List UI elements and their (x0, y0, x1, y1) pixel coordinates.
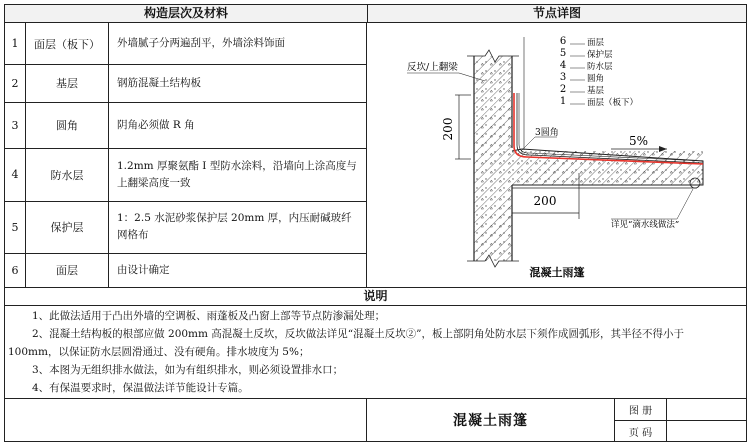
note-line: 2、混凝土结构板的根部应做 200mm 高混凝土反坎，反坎做法详见“混凝土反坎②”，板上部阴角处防水层下须作成圆弧形，其半径不得小于 (32, 328, 685, 340)
layer-name: 防水层 (50, 168, 84, 182)
layer-desc: 外墙腻子分两遍刮平，外墙涂料饰面 (117, 37, 285, 49)
dim-200-vertical: 200 (441, 117, 455, 141)
callout-name: 圆角 (587, 74, 605, 84)
layer-no: 3 (11, 118, 19, 132)
titleblock-title: 混凝土雨篷 (453, 413, 528, 429)
layer-desc: 钢筋混凝土结构板 (117, 76, 201, 89)
round-corner-label: 3圆角 (535, 128, 559, 138)
callout-num: 5 (559, 48, 567, 59)
materials-header: 构造层次及材料 (5, 5, 367, 23)
note-line: 1、此做法适用于凸出外墙的空调板、雨蓬板及凸窗上部等节点防渗漏处理； (32, 310, 386, 322)
callout-name: 面层 (587, 38, 605, 48)
note-line: 100mm，以保证防水层圆滑通过、没有硬角。排水坡度为 5%； (8, 346, 310, 358)
atlas-label: 图 册 (628, 406, 653, 417)
callout-name: 基层 (587, 86, 605, 96)
callout-num: 1 (559, 96, 567, 107)
layer-desc: 阴角必须做 R 角 (117, 118, 195, 131)
layer-no: 4 (11, 168, 19, 181)
slab-aggregate (512, 151, 703, 185)
layer-name: 圆角 (56, 119, 78, 132)
atlas-value (667, 399, 746, 420)
layer-name: 面层 (56, 264, 78, 277)
layer-name: 保护层 (50, 221, 84, 234)
callout-num: 2 (559, 84, 567, 95)
callout-name: 面层（板下） (587, 98, 639, 108)
wall-label: 反坎/上翻梁 (407, 62, 458, 73)
dim-200-horizontal: 200 (533, 194, 557, 208)
drip-note: 详见“滴水线做法” (611, 220, 680, 230)
layer-callouts (570, 44, 585, 104)
callout-name: 保护层 (587, 50, 613, 60)
layer-desc: 1：2.5 水泥砂浆保护层 20mm 厚，内压耐碱玻纤网格布 (117, 212, 352, 241)
callout-num: 4 (559, 60, 567, 71)
layer-no: 2 (11, 76, 19, 90)
page-label: 页 码 (628, 427, 653, 439)
callout-num: 6 (559, 36, 567, 47)
detail-header: 节点详图 (367, 5, 746, 23)
wall-aggregate (474, 56, 512, 261)
slope-label: 5% (629, 134, 649, 148)
layer-desc: 由设计确定 (117, 263, 170, 276)
layer-no: 6 (11, 263, 19, 277)
callout-num: 3 (559, 72, 567, 83)
callout-name: 防水层 (587, 62, 613, 72)
layer-no: 5 (11, 220, 19, 234)
note-line: 4、有保温要求时，保温做法详节能设计专篇。 (32, 382, 249, 394)
layer-name: 面层（板下） (34, 37, 100, 51)
detail-caption: 混凝土雨篷 (529, 266, 585, 279)
layer-no: 1 (11, 37, 19, 50)
drip-note-leader (677, 189, 693, 219)
note-line: 3、本图为无组织排水做法，如为有组织排水，则必须设置排水口； (32, 364, 344, 376)
page-value (667, 421, 746, 441)
node-detail-drawing (367, 23, 746, 287)
layer-desc: 1.2mm 厚聚氨酯 I 型防水涂料，沿墙向上涂高度与上翻梁高度一致 (117, 159, 357, 189)
layer-name: 基层 (56, 77, 78, 90)
notes-title: 说明 (5, 288, 746, 306)
